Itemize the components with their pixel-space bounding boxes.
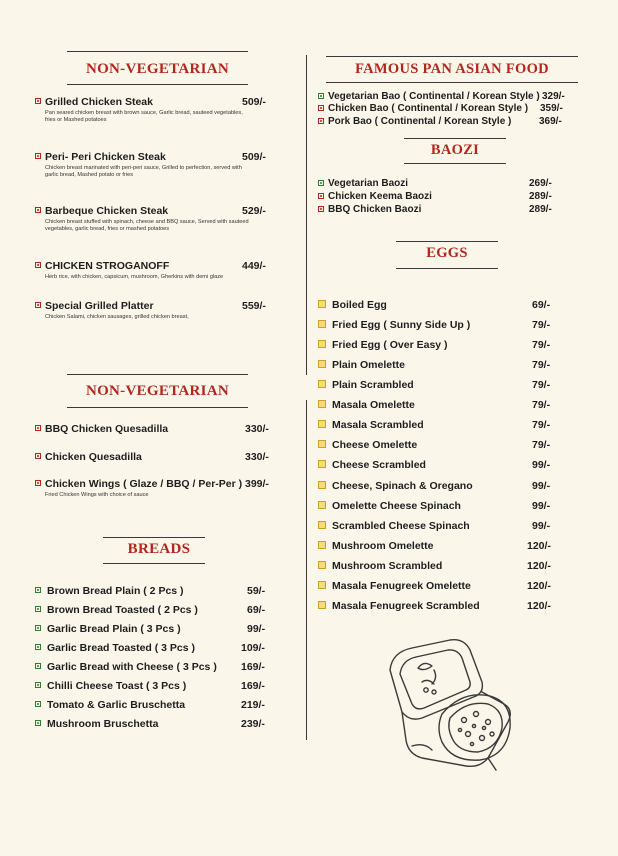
item-name: Brown Bread Toasted ( 2 Pcs ) [47,604,198,616]
rule [103,537,205,538]
item-name: BBQ Chicken Baozi [328,204,422,215]
item-price: 509/- [242,151,266,163]
item-price: 449/- [242,260,266,272]
item-name: Plain Scrambled [332,379,414,391]
item-name: Fried Egg ( Over Easy ) [332,339,448,351]
item-name: Boiled Egg [332,299,387,311]
item-price: 120/- [527,600,551,612]
item-price: 99/- [532,459,551,471]
item-price: 239/- [241,718,265,730]
veg-mark-icon [35,663,41,669]
item-description: Pan seared chicken breast with brown sauce, Garlic bread, sauteed vegetables, fries or Mashed potatoes [45,110,243,124]
rule [67,51,248,52]
item-name: Chilli Cheese Toast ( 3 Pcs ) [47,680,187,692]
column-divider [306,400,307,740]
item-description: Chicken breast marinated with peri-peri sauce, Grilled to perfection, served with garlic bread, Mashed potato or fries [45,165,242,179]
item-price: 79/- [532,359,551,371]
rule [396,241,498,242]
column-divider [306,55,307,375]
non-veg-mark-icon [35,302,41,308]
veg-mark-icon [35,606,41,612]
section-title-nonveg-2: NON-VEGETARIAN [85,383,230,399]
item-name: Grilled Chicken Steak [45,96,153,108]
item-price: 120/- [527,540,551,552]
non-veg-mark-icon [35,153,41,159]
egg-mark-icon [318,460,326,468]
item-name: Mushroom Scrambled [332,560,443,572]
item-name: Cheese Omelette [332,439,418,451]
item-name: Omelette Cheese Spinach [332,500,461,512]
rule [396,268,498,269]
item-name: BBQ Chicken Quesadilla [45,423,169,435]
item-price: 99/- [532,520,551,532]
veg-mark-icon [35,625,41,631]
rule [326,56,578,57]
non-veg-mark-icon [35,425,41,431]
item-name: Mushroom Omelette [332,540,434,552]
item-description: Fried Chicken Wings with choice of sauce [45,492,149,498]
rule [326,82,578,83]
item-price: 509/- [242,96,266,108]
item-name: Scrambled Cheese Spinach [332,520,470,532]
rule [103,563,205,564]
item-price: 219/- [241,699,265,711]
item-name: Fried Egg ( Sunny Side Up ) [332,319,471,331]
item-name: Chicken Quesadilla [45,451,142,463]
item-price: 69/- [247,604,266,616]
non-veg-mark-icon [318,193,324,199]
item-price: 289/- [529,191,552,202]
item-price: 169/- [241,680,265,692]
rule [404,138,506,139]
item-name: Garlic Bread Toasted ( 3 Pcs ) [47,642,196,654]
item-description: Herb rice, with chicken, capsicum, mushroom, Gherkins with demi glaze [45,274,224,280]
item-name: Masala Scrambled [332,419,424,431]
section-title-pan-asian: FAMOUS PAN ASIAN FOOD [355,61,549,77]
item-price: 109/- [241,642,265,654]
item-description: Chicken breast stuffed with spinach, cheese and BBQ sauce, Served with sauteed vegetables, garlic bread, fries or mashed potatoes [45,219,249,233]
item-name: Special Grilled Platter [45,300,154,312]
item-name: Barbeque Chicken Steak [45,205,169,217]
egg-mark-icon [318,320,326,328]
item-price: 99/- [532,480,551,492]
egg-mark-icon [318,360,326,368]
non-veg-mark-icon [35,453,41,459]
veg-mark-icon [35,682,41,688]
egg-mark-icon [318,380,326,388]
egg-mark-icon [318,521,326,529]
veg-mark-icon [35,644,41,650]
item-price: 399/- [245,478,269,490]
non-veg-mark-icon [35,207,41,213]
item-price: 99/- [532,500,551,512]
item-name: Masala Omelette [332,399,415,411]
item-name: Peri- Peri Chicken Steak [45,151,166,163]
item-price: 359/- [540,103,563,114]
item-name: Cheese Scrambled [332,459,426,471]
item-name: Plain Omelette [332,359,405,371]
non-veg-mark-icon [318,105,324,111]
item-price: 120/- [527,560,551,572]
egg-mark-icon [318,501,326,509]
takeaway-food-box-icon [372,630,522,780]
item-description: Chicken Salami, chicken sausages, grilled chicken breast, [45,314,189,320]
item-name: Masala Fenugreek Scrambled [332,600,480,612]
item-price: 120/- [527,580,551,592]
non-veg-mark-icon [35,480,41,486]
egg-mark-icon [318,440,326,448]
item-name: Chicken Keema Baozi [328,191,432,202]
item-name: Garlic Bread Plain ( 3 Pcs ) [47,623,181,635]
rule [67,407,248,408]
item-price: 269/- [529,178,552,189]
item-price: 330/- [245,451,269,463]
item-price: 329/- [542,91,565,102]
non-veg-mark-icon [35,262,41,268]
item-price: 169/- [241,661,265,673]
rule [67,374,248,375]
item-price: 99/- [247,623,266,635]
non-veg-mark-icon [318,206,324,212]
item-price: 529/- [242,205,266,217]
section-title-baozi: BAOZI [430,142,480,158]
item-name: Garlic Bread with Cheese ( 3 Pcs ) [47,661,217,673]
item-name: Mushroom Bruschetta [47,718,159,730]
item-price: 369/- [539,116,562,127]
veg-mark-icon [318,93,324,99]
non-veg-mark-icon [35,98,41,104]
item-price: 79/- [532,419,551,431]
non-veg-mark-icon [318,118,324,124]
rule [67,84,248,85]
item-price: 79/- [532,399,551,411]
item-price: 79/- [532,339,551,351]
veg-mark-icon [35,587,41,593]
veg-mark-icon [35,701,41,707]
item-name: Pork Bao ( Continental / Korean Style ) [328,116,512,127]
item-price: 289/- [529,204,552,215]
item-price: 69/- [532,299,551,311]
section-title-breads: BREADS [127,541,191,557]
item-name: Masala Fenugreek Omelette [332,580,471,592]
item-name: Vegetarian Baozi [328,178,409,189]
egg-mark-icon [318,420,326,428]
item-price: 330/- [245,423,269,435]
item-name: Tomato & Garlic Bruschetta [47,699,186,711]
item-name: CHICKEN STROGANOFF [45,260,170,272]
item-price: 59/- [247,585,266,597]
section-title-nonveg-1: NON-VEGETARIAN [85,61,230,77]
egg-mark-icon [318,581,326,589]
egg-mark-icon [318,601,326,609]
egg-mark-icon [318,300,326,308]
item-price: 79/- [532,439,551,451]
egg-mark-icon [318,481,326,489]
veg-mark-icon [318,180,324,186]
item-name: Cheese, Spinach & Oregano [332,480,473,492]
egg-mark-icon [318,400,326,408]
rule [404,163,506,164]
item-price: 79/- [532,319,551,331]
egg-mark-icon [318,561,326,569]
item-name: Chicken Wings ( Glaze / BBQ / Per-Per ) [45,478,243,490]
item-name: Brown Bread Plain ( 2 Pcs ) [47,585,184,597]
item-price: 559/- [242,300,266,312]
item-price: 79/- [532,379,551,391]
item-name: Chicken Bao ( Continental / Korean Style ) [328,103,529,114]
egg-mark-icon [318,541,326,549]
item-name: Vegetarian Bao ( Continental / Korean Style ) [328,91,540,102]
section-title-eggs: EGGS [426,245,468,261]
veg-mark-icon [35,720,41,726]
egg-mark-icon [318,340,326,348]
